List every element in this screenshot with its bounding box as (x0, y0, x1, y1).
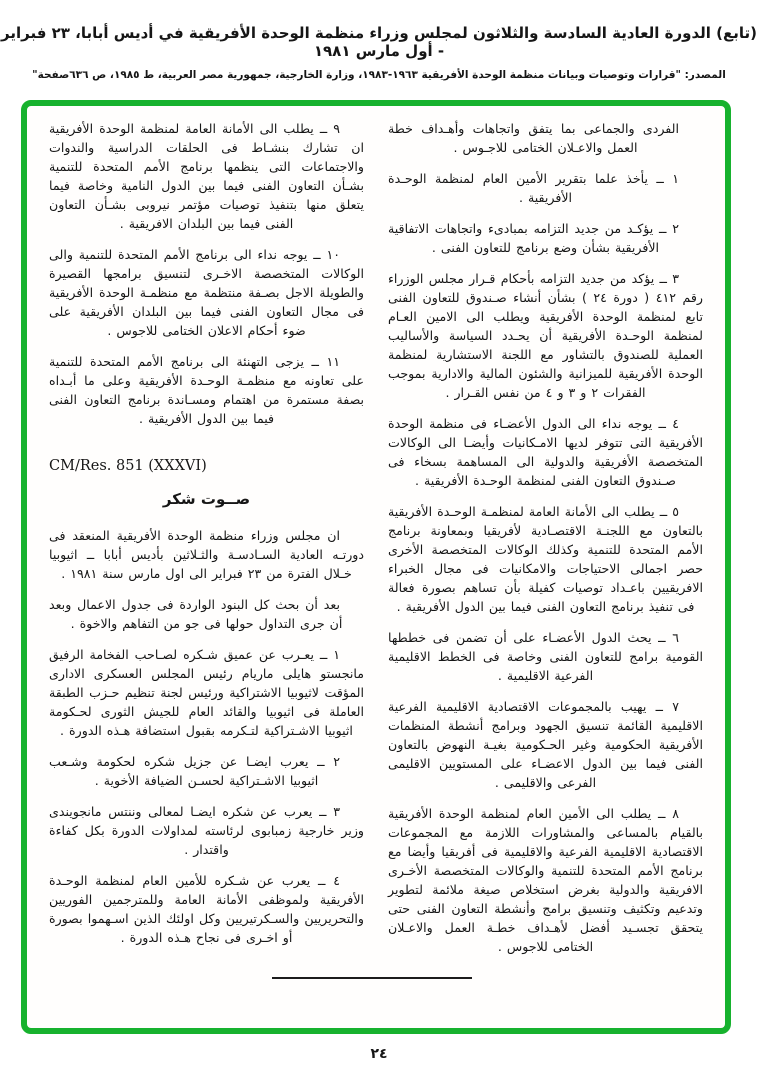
paragraph: ٢ ــ يعرب ايضـا عن جزيل شكره لحكومة وشـعب اثيوبيا الاشـتراكية لحسـن الضيافة الأخوية . (49, 754, 340, 788)
section-end-rule (272, 977, 472, 979)
paragraph: ٤ ــ يعرب عن شـكره للأمين العام لمنظمة الوحـدة الأفريقية ولموظفى الأمانة العامة وللمترجمين الفوريين والتحريريين والسـكرتيريين وكل اولئك الذين اسـهموا بصورة أو اخـرى فى نجاح هـذه الدورة . (49, 873, 364, 945)
paragraph: ٨ ــ يطلب الى الأمين العام لمنظمة الوحدة الأفريقية بالقيام بالمساعى والمشاورات اللازمة مع المجموعات الاقتصادية الاقليمية الفرعية والاقليمية فى أفريقيا وأيضا مع برنامج الأمم المتحدة للتنمية والوكالات المتخصصة الأخـرى الافريقية والدولية بغرض استخلاص صيغة ملائمة لتطوير وتدعيم وتكثيف وتنسيق برامج وأنشطة التعاون الفنى حتى يتحقق تجسـيد أفضل لأهـداف خطـة العمل والاعـلان الختامى للاجوس . (388, 806, 703, 954)
paragraph: ٥ ــ يطلب الى الأمانة العامة لمنظمـة الوحـدة الأفريقية بالتعاون مع اللجنـة الاقتصـادية لأفريقيا وبمعاونة برنامج الأمم المتحدة للتنمية وكذلك الوكالات المتخصصة الأخرى حصر اجمالى الاحتياجات والامكانيات فى مجال الخبراء الافريقيين باعـداد توصيات كفيلة بأن تساهم بصورة فعالة فى تنفيذ برنامج التعاون الفنى فيما بين الدول الأفريقية . (388, 504, 703, 614)
section-heading: صــوت شكر (162, 490, 251, 508)
paragraph: ٧ ــ يهيب بالمجموعات الاقتصادية الاقليمية الفرعية الاقليمية القائمة تنسيق الجهود وبرامج أنشطة المنظمات الأفريقية الحكومية وغير الحـكومية بغيـة النهوض بالتعاون الفنى فيما بين الدول الاعضـاء على المستويين الاقليمى الفرعى والاقليمى . (388, 699, 703, 790)
left-column (49, 119, 364, 968)
right-column (388, 119, 703, 968)
paragraph: ٣ ــ يؤكد من جديد التزامه بأحكام قـرار مجلس الوزراء رقم ٤١٢ ( دورة ٢٤ ) بشأن أنشاء صـندوق للتعاون الفنى تابع لمنظمة الوحدة الأفريقية ويطلب الى الامين العـام لمنظمة الوحـدة الأفريقية أن يحـدد السياسة والأساليب العملية للصندوق بالتشاور مع اللجنة الاستشارية لمنظمة الوحدة الأفريقية للميزانية والشئون المالية والادارية بموجب الفقرات ٢ و ٣ و ٤ من نفس القـرار . (388, 271, 703, 400)
paragraph: ١ ــ يأخذ علما بتقرير الأمين العام لمنظمة الوحـدة الأفريقية . (388, 171, 679, 205)
paragraph: ٤ ــ يوجه نداء الى الدول الأعضـاء فى منظمة الوحدة الأفريقية التى تتوفر لديها الامـكانيات وأيضـا الى الوكالات المتخصصة الأفريقية والدولية الى المساهمة بسخاء فى صـندوق التعاون الفنى لمنظمة الوحـدة الأفريقية . (388, 416, 703, 488)
session-title: (تابع) الدورة العادية السادسة والثلاثون لمجلس وزراء منظمة الوحدة الأفريقية في أديس أبابا، ٢٣ فبراير - أول مارس ١٩٨١ (1, 24, 757, 60)
page-header (0, 24, 758, 81)
paragraph: ١٠ ــ يوجه نداء الى برنامج الأمم المتحدة للتنمية والى الوكالات المتخصصة الاخـرى لتنسيق برامجها القصيرة والطويلة الاجل بصـفة منتظمة مع منظمـة الوحدة الأفريقية فى مجال التعاون الفنى فيما بين البلدان الأفريقية على ضوء أحكام الاعلان الختامى للاجوس . (49, 247, 364, 338)
two-column-layout (27, 106, 725, 978)
resolution-reference: CM/Res. 851 (XXXVI) (49, 458, 207, 474)
paragraph: ١١ ــ يزجى التهنئة الى برنامج الأمم المتحدة للتنمية على تعاونه مع منظمـة الوحـدة الأفريقية وعلى ما أبـداه بصفة مستمرة من اهتمام ومسـاندة برنامج التعاون الفنى فيما بين الدول الأفريقية . (49, 354, 364, 426)
paragraph: ١ ــ يعـرب عن عميق شـكره لصـاحب الفخامة الرفيق مانجستو هايلى ماريام رئيس المجلس العسكرى الادارى المؤقت لاثيوبيا الاشتراكية ورئيس لجنة تنظيم حـزب الطبقة العاملة فى اثيوبيا والقائد العام للجيش الثورى لحـكومة اثيوبيا الاشـتراكية لتـكرمه بقبول استضافة هـذه الدورة . (49, 647, 364, 738)
source-citation: المصدر: "قرارات وتوصيات وبيانات منظمة الوحدة الأفريقية ١٩٦٣-١٩٨٣، وزارة الخارجية، جمهورية مصر العربية، ط ١٩٨٥، ص ٦٣٦صفحة" (32, 69, 726, 81)
paragraph: بعد أن بحث كل البنود الواردة فى جدول الاعمال وبعد أن جرى التداول حولها فى جو من التفاهم والاخوة . (49, 597, 343, 631)
document-border (21, 100, 731, 1034)
paragraph: ٩ ــ يطلب الى الأمانة العامة لمنظمة الوحدة الأفريقية ان تشارك بنشـاط فى الحلقات الدراسية والندوات والاجتماعات التى ينظمها برنامج الأمم المتحدة للتنمية بشـأن التعاون الفنى فيما بين الدول النامية وخاصة فيما يتعلق منها بتنفيذ توصيات مؤتمر نيروبى بشـأن التعاون الفنى فيما بين البلدان الافريقية . (49, 121, 364, 231)
page-number: ٢٤ (370, 1046, 388, 1062)
paragraph: الفردى والجماعى بما يتفق واتجاهات وأهـداف خطة العمل والاعـلان الختامى للاجـوس . (388, 121, 679, 155)
paragraph: ٢ ــ يؤكـد من جديد التزامه بمبادىء واتجاهات الاتفاقية الأفريقية بشأن وضع برنامج للتعاون الفنى . (388, 221, 679, 255)
paragraph: ٦ ــ يحث الدول الأعضـاء على أن تضمن فى خططها القومية برامج للتعاون الفنى وخاصة فى الخطط الاقليمية الفرعية الاقليمية . (388, 630, 703, 683)
paragraph: ان مجلس وزراء منظمة الوحدة الأفريقية المنعقد فى دورتـه العادية السـادسـة والثـلاثين بأديس أبابا ــ اثيوبيا خـلال الفترة من ٢٣ فبراير الى اول مارس سنة ١٩٨١ . (49, 528, 364, 581)
paragraph: ٣ ــ يعرب عن شكره ايضـا لمعالى وننتس مانجويندى وزير خارجية زمبابوى لرئاسته لمداولات الدورة بكل كفاءة واقتدار . (49, 804, 364, 857)
